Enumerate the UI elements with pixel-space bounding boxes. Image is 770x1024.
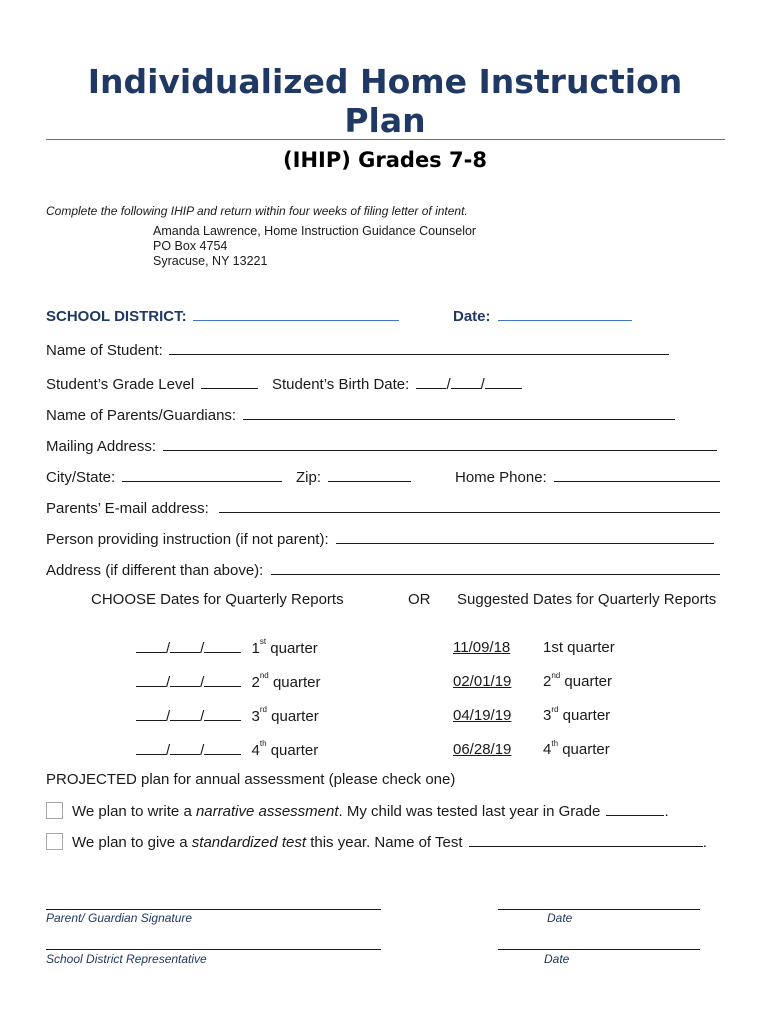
standardized-test-checkbox[interactable] xyxy=(46,833,63,850)
quarter-date-entry-2: / / 2nd quarter xyxy=(136,673,320,691)
quarter-date-entry-4: / / 4th quarter xyxy=(136,741,318,759)
address-line-2: PO Box 4754 xyxy=(153,239,228,253)
district-signature-caption: School District Representative xyxy=(46,952,207,966)
address-line-1: Amanda Lawrence, Home Instruction Guidance Counselor xyxy=(153,224,477,238)
home-phone-field[interactable] xyxy=(554,468,720,482)
zip-label: Zip: xyxy=(296,469,322,486)
suggested-label-4: 4th quarter xyxy=(543,739,610,758)
student-name-row xyxy=(46,341,669,359)
narrative-assessment-checkbox[interactable] xyxy=(46,802,63,819)
grade-level-row xyxy=(46,375,258,393)
quarter2-year-field[interactable] xyxy=(204,673,241,687)
parent-signature-caption: Parent/ Guardian Signature xyxy=(46,911,193,925)
quarter1-year-field[interactable] xyxy=(204,639,241,653)
grade-level-field[interactable] xyxy=(201,375,258,389)
choose-dates-heading: CHOOSE Dates for Quarterly Reports xyxy=(91,591,344,608)
quarter3-year-field[interactable] xyxy=(204,707,241,721)
mailing-field[interactable] xyxy=(163,437,717,451)
birth-year-field[interactable] xyxy=(485,375,522,389)
birth-day-field[interactable] xyxy=(451,375,481,389)
home-phone-row xyxy=(455,468,720,486)
district-date-line[interactable] xyxy=(498,949,700,950)
alt-address-row xyxy=(46,561,720,579)
suggested-date-1: 11/09/18 xyxy=(453,639,511,656)
email-field[interactable] xyxy=(219,499,720,513)
parent-date-caption: Date xyxy=(547,911,573,925)
birth-date-row: Student’s Birth Date: / / xyxy=(272,375,522,393)
suggested-label-1: 1st quarter xyxy=(543,639,615,656)
suggested-label-3: 3rd quarter xyxy=(543,705,611,724)
email-label: Parents’ E-mail address: xyxy=(46,500,209,517)
quarter-label: 1st quarter xyxy=(251,637,318,657)
home-phone-label: Home Phone: xyxy=(455,469,547,486)
mailing-row xyxy=(46,437,717,455)
or-label: OR xyxy=(408,591,431,608)
quarter-date-entry-3: / / 3rd quarter xyxy=(136,707,319,725)
quarter4-month-field[interactable] xyxy=(136,741,166,755)
district-signature-line[interactable] xyxy=(46,949,381,950)
student-name-label: Name of Student: xyxy=(46,342,163,359)
alt-address-field[interactable] xyxy=(271,561,720,575)
city-state-field[interactable] xyxy=(122,468,282,482)
suggested-date-3: 04/19/19 xyxy=(453,707,512,724)
quarter-label: 4th quarter xyxy=(251,739,319,759)
parents-field[interactable] xyxy=(243,406,675,420)
email-row xyxy=(46,499,720,517)
quarter-label: 3rd quarter xyxy=(251,705,319,725)
grade-level-label: Student’s Grade Level xyxy=(46,376,195,393)
test-name-field[interactable] xyxy=(469,833,703,847)
quarter-date-entry-1: / / 1st quarter xyxy=(136,639,318,657)
quarter-label: 2nd quarter xyxy=(251,671,321,691)
quarter4-day-field[interactable] xyxy=(170,741,200,755)
suggested-date-2: 02/01/19 xyxy=(453,673,512,690)
tested-grade-field[interactable] xyxy=(606,802,664,816)
instructor-label: Person providing instruction (if not parent): xyxy=(46,531,329,548)
page-title-line1: Individualized Home Instruction xyxy=(87,62,683,101)
quarter4-year-field[interactable] xyxy=(204,741,241,755)
mailing-label: Mailing Address: xyxy=(46,438,157,455)
city-state-label: City/State: xyxy=(46,469,116,486)
quarter1-month-field[interactable] xyxy=(136,639,166,653)
parents-row xyxy=(46,406,675,424)
suggested-date-4: 06/28/19 xyxy=(453,741,512,758)
school-district-row xyxy=(46,307,399,325)
instruction-text: Complete the following IHIP and return within four weeks of filing letter of intent. xyxy=(46,204,468,218)
page-title-line2: Plan xyxy=(344,101,426,140)
date-field[interactable] xyxy=(498,307,632,321)
quarter3-month-field[interactable] xyxy=(136,707,166,721)
date-row xyxy=(453,307,632,325)
student-name-field[interactable] xyxy=(169,341,669,355)
zip-field[interactable] xyxy=(328,468,411,482)
quarter2-day-field[interactable] xyxy=(170,673,200,687)
city-state-row xyxy=(46,468,282,486)
instructor-row xyxy=(46,530,714,548)
suggested-label-2: 2nd quarter xyxy=(543,671,612,690)
assessment-heading: PROJECTED plan for annual assessment (please check one) xyxy=(46,771,456,788)
quarter3-day-field[interactable] xyxy=(170,707,200,721)
birth-date-label: Student’s Birth Date: xyxy=(272,376,410,393)
alt-address-label: Address (if different than above): xyxy=(46,562,264,579)
quarter2-month-field[interactable] xyxy=(136,673,166,687)
address-line-3: Syracuse, NY 13221 xyxy=(153,254,268,268)
instructor-field[interactable] xyxy=(336,530,714,544)
quarter1-day-field[interactable] xyxy=(170,639,200,653)
district-date-caption: Date xyxy=(544,952,570,966)
school-district-label: SCHOOL DISTRICT: xyxy=(46,308,187,325)
school-district-field[interactable] xyxy=(193,307,399,321)
parent-date-line[interactable] xyxy=(498,909,700,910)
narrative-assessment-option: We plan to write a narrative assessment. My child was tested last year in Grade . xyxy=(72,803,669,820)
date-label: Date: xyxy=(453,308,491,325)
page-subtitle: (IHIP) Grades 7-8 xyxy=(283,148,487,172)
parents-label: Name of Parents/Guardians: xyxy=(46,407,237,424)
suggested-dates-heading: Suggested Dates for Quarterly Reports xyxy=(457,591,717,608)
title-divider xyxy=(46,139,725,140)
parent-signature-line[interactable] xyxy=(46,909,381,910)
zip-row xyxy=(296,468,411,486)
birth-month-field[interactable] xyxy=(416,375,446,389)
standardized-test-option: We plan to give a standardized test this year. Name of Test . xyxy=(72,834,707,851)
